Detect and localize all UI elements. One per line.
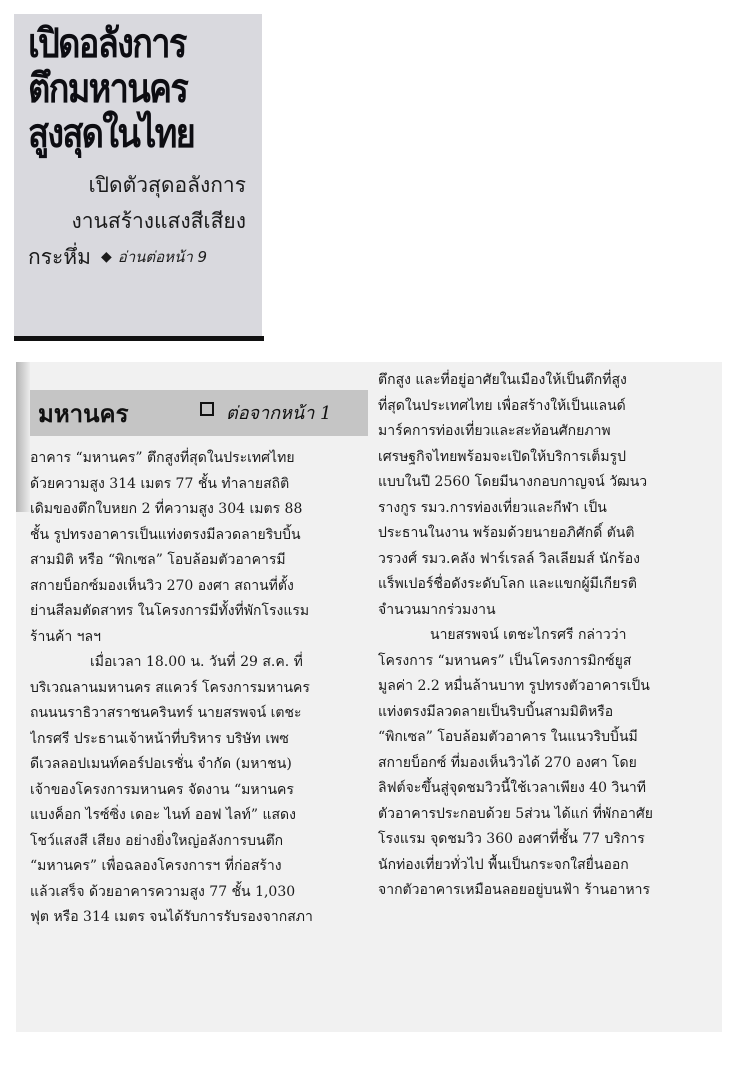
text-line: เศรษฐกิจไทยพร้อมจะเปิดให้บริการเต็มรูป	[378, 448, 627, 465]
text-line: มาร์คการท่องเที่ยวและสะท้อนศักยภาพ	[378, 423, 611, 439]
text-line: ย่านสีลมตัดสาทร ในโครงการมีทั้งที่พักโรงแรม	[30, 603, 310, 619]
text-line: บริเวณลานมหานคร สแควร์ โครงการมหานคร	[30, 679, 310, 696]
subhead-line-3-text: กระหึ่ม	[28, 245, 91, 269]
text-line: แบบในปี 2560 โดยมีนางกอบกาญจน์ วัฒนว	[378, 474, 648, 490]
text-line: เจ้าของโครงการมหานคร จัดงาน “มหานคร	[30, 781, 294, 798]
subhead-line-1: เปิดตัวสุดอลังการ	[88, 173, 246, 197]
text-line: โชว์แสงสี เสียง อย่างยิ่งใหญ่อลังการบนตึก	[30, 832, 284, 849]
clipping-edge-shadow	[16, 362, 30, 512]
headline	[28, 22, 260, 157]
subhead-line-3	[28, 239, 250, 275]
text-line: สกายบ็อกซ์ ที่มองเห็นวิวได้ 270 องศา โดย	[378, 754, 637, 771]
text-line: เมื่อเวลา 18.00 น. วันที่ 29 ส.ค. ที่	[90, 654, 303, 670]
teaser-underline	[14, 336, 264, 341]
text-line: นายสรพจน์ เตชะไกรศรี กล่าวว่า	[430, 627, 627, 643]
text-line: นักท่องเที่ยวทั่วไป พื้นเป็นกระจกใสยื่นออก	[378, 856, 629, 873]
text-line: ดีเวลลอปเมนท์คอร์ปอเรชั่น จำกัด (มหาชน)	[30, 756, 292, 772]
article-kicker	[30, 390, 368, 436]
text-line: ถนนนราธิวาสราชนครินทร์ นายสรพจน์ เตชะ	[30, 705, 302, 721]
headline-line-1: เปิดอลังการ	[28, 21, 186, 67]
text-line: “พิกเซล” โอบล้อมตัวอาคาร ในแนวริบบิ้นมี	[378, 729, 638, 745]
text-line: “มหานคร” เพื่อฉลองโครงการฯ ที่ก่อสร้าง	[30, 858, 282, 874]
diamond-icon: ◆	[100, 249, 112, 265]
headline-line-2: ตึกมหานคร	[28, 66, 188, 112]
text-line: ตึกสูง และที่อยู่อาศัยในเมืองให้เป็นตึกที่สูง	[378, 372, 627, 388]
kicker-continued-label: ต่อจากหน้า 1	[226, 403, 332, 424]
text-line: ไกรศรี ประธานเจ้าหน้าที่บริหาร บริษัท เพซ	[30, 730, 289, 747]
text-line: แล้วเสร็จ ด้วยอาคารความสูง 77 ชั้น 1,030	[30, 883, 296, 900]
headline-line-3: สูงสุดในไทย	[28, 111, 195, 157]
text-line: ชั้น รูปทรงอาคารเป็นแท่งตรงมีลวดลายริบบิ้น	[30, 526, 301, 543]
text-line: แท่งตรงมีลวดลายเป็นริบบิ้นสามมิติหรือ	[378, 703, 614, 720]
text-line: สามมิติ หรือ “พิกเซล” โอบล้อมตัวอาคารมี	[30, 552, 286, 568]
text-line: สกายบ็อกซ์มองเห็นวิว 270 องศา สถานที่ตั้ง	[30, 577, 294, 594]
text-line: แร็พเปอร์ชื่อดังระดับโลก และแขกผู้มีเกียรติ	[378, 576, 637, 592]
article-left-column	[30, 446, 366, 931]
teaser-box	[14, 14, 262, 337]
text-line: ลิฟต์จะขึ้นสู่จุดชมวิวนี้ใช้เวลาเพียง 40 วินาที	[378, 780, 647, 796]
text-line: ด้วยความสูง 314 เมตร 77 ชั้น ทำลายสถิติ	[30, 475, 290, 492]
text-line: เดิมของตึกใบหยก 2 ที่ความสูง 304 เมตร 88	[30, 501, 303, 517]
subhead-line-2: งานสร้างแสงสีเสียง	[71, 209, 246, 233]
text-line: มูลค่า 2.2 หมื่นล้านบาท รูปทรงตัวอาคารเป็น	[378, 678, 650, 694]
subheadline	[28, 167, 250, 275]
text-line: รางกูร รมว.การท่องเที่ยวและกีฬา เป็น	[378, 499, 607, 516]
text-line: ร้านค้า ฯลฯ	[30, 628, 101, 645]
continued-page-ref: อ่านต่อหน้า 9	[117, 248, 208, 266]
text-line: จำนวนมากร่วมงาน	[378, 601, 496, 618]
text-line: โรงแรม จุดชมวิว 360 องศาที่ชั้น 77 บริการ	[378, 831, 645, 847]
text-line: วรวงศ์ รมว.คลัง ฟาร์เรลล์ วิลเลียมส์ นักร้อง	[378, 550, 640, 567]
text-line: โครงการ “มหานคร” เป็นโครงการมิกซ์ยูส	[378, 652, 632, 669]
checkbox-square-icon	[200, 402, 214, 416]
text-line: ตัวอาคารประกอบด้วย 5ส่วน ได้แก่ ที่พักอาศัย	[378, 805, 653, 822]
text-line: อาคาร “มหานคร” ตึกสูงที่สุดในประเทศไทย	[30, 450, 295, 466]
text-line: ที่สุดในประเทศไทย เพื่อสร้างให้เป็นแลนด์	[378, 397, 626, 414]
text-line: ฟุต หรือ 314 เมตร จนได้รับการรับรองจากสภา	[30, 909, 313, 925]
text-line: ประธานในงาน พร้อมด้วยนายอภิศักดิ์ ตันติ	[378, 525, 635, 541]
kicker-title: มหานคร	[38, 400, 129, 428]
article-right-column	[378, 368, 718, 904]
text-line: แบงค็อก ไรซ์ซิ่ง เดอะ ไนท์ ออฟ ไลท์” แสดง	[30, 807, 296, 823]
text-line: จากตัวอาคารเหมือนลอยอยู่บนฟ้า ร้านอาหาร	[378, 882, 651, 898]
